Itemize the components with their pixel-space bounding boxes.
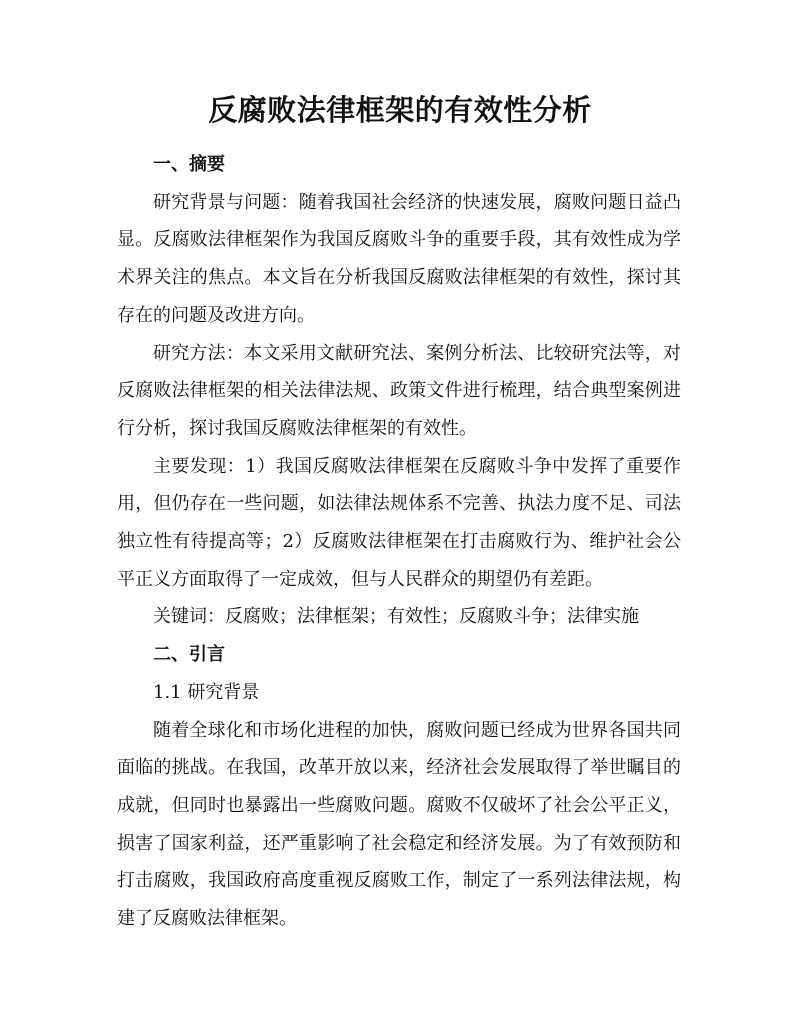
research-background-subheading: 1.1 研究背景 — [153, 681, 260, 703]
document-title: 反腐败法律框架的有效性分析 — [208, 93, 592, 127]
keywords-line: 关键词：反腐败；法律框架；有效性；反腐败斗争；法律实施 — [153, 606, 639, 628]
intro-heading: 二、引言 — [153, 644, 225, 666]
abstract-methods-paragraph: 研究方法：本文采用文献研究法、案例分析法、比较研究法等，对反腐败法律框架的相关法律法规、政策文件进行梳理，结合典型案例进行分析，探讨我国反腐败法律框架的有效性。 — [117, 342, 681, 439]
abstract-heading: 一、摘要 — [153, 154, 225, 175]
abstract-findings-paragraph: 主要发现：1）我国反腐败法律框架在反腐败斗争中发挥了重要作用，但仍存在一些问题，如法律法规体系不完善、执法力度不足、司法独立性有待提高等；2）反腐败法律框架在打击腐败行为、维护社会公平正义方面取得了一定成效，但与人民群众的期望仍有差距。 — [117, 455, 681, 590]
abstract-background-paragraph: 研究背景与问题：随着我国社会经济的快速发展，腐败问题日益凸显。反腐败法律框架作为我国反腐败斗争的重要手段，其有效性成为学术界关注的焦点。本文旨在分析我国反腐败法律框架的有效性，探讨其存在的问题及改进方向。 — [117, 191, 681, 326]
document-body — [117, 146, 681, 938]
intro-paragraph: 随着全球化和市场化进程的加快，腐败问题已经成为世界各国共同面临的挑战。在我国，改革开放以来，经济社会发展取得了举世瞩目的成就，但同时也暴露出一些腐败问题。腐败不仅破坏了社会公平正义，损害了国家利益，还严重影响了社会稳定和经济发展。为了有效预防和打击腐败，我国政府高度重视反腐败工作，制定了一系列法律法规，构建了反腐败法律框架。 — [117, 719, 681, 930]
